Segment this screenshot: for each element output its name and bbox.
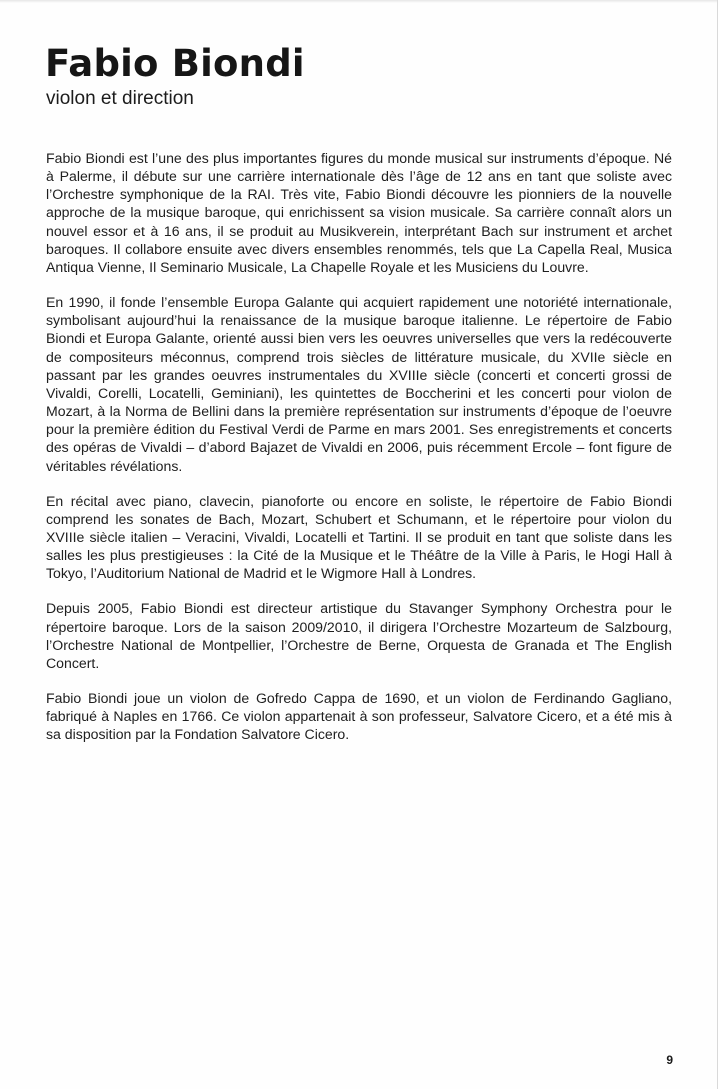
paragraph-europa-galante: En 1990, il fonde l’ensemble Europa Galante qui acquiert rapidement une notoriété internationale, symbolisant aujourd’hui la renaissance de la musique baroque italienne. Le répertoire de Fabio Biondi et Europa Galante, orienté aussi bien vers les oeuvres universelles que vers la redécouverte de compositeurs méconnus, comprend trois siècles de littérature musicale, du XVIIe siècle en passant par les grandes oeuvres instrumentales du XVIIIe siècle (concerti et concerti grossi de Vivaldi, Corelli, Locatelli, Geminiani), les quintettes de Boccherini et les concerti pour violon de Mozart, à la Norma de Bellini dans la première représentation sur instruments d’époque de l’oeuvre pour la première édition du Festival Verdi de Parme en mars 2001. Ses enregistrements et concerts des opéras de Vivaldi – d’abord Bajazet de Vivaldi en 2006, puis récemment Ercole – font figure de véritables révélations. — [46, 294, 672, 474]
page-number: 9 — [666, 1053, 673, 1067]
paragraph-artistic-direction: Depuis 2005, Fabio Biondi est directeur artistique du Stavanger Symphony Orchestra pour le répertoire baroque. Lors de la saison 2009/2010, il dirigera l’Orchestre Mozarteum de Salzbourg, l’Orchestre National de Montpellier, l’Orchestre de Berne, Orquesta de Granada et The English Concert. — [46, 600, 672, 671]
paragraph-instruments: Fabio Biondi joue un violon de Gofredo Cappa de 1690, et un violon de Ferdinando Gagliano, fabriqué à Naples en 1766. Ce violon appartenait à son professeur, Salvatore Cicero, et a été mis à sa disposition par la Fondation Salvatore Cicero. — [46, 690, 672, 743]
page-title: Fabio Biondi — [45, 42, 305, 85]
paragraph-career-beginnings: Fabio Biondi est l’une des plus importantes figures du monde musical sur instruments d’époque. Né à Palerme, il débute sur une carrière internationale dès l’âge de 12 ans en tant que soliste avec l’Orchestre symphonique de la RAI. Très vite, Fabio Biondi découvre les pionniers de la nouvelle approche de la musique baroque, qui enrichissent sa vision musicale. Sa carrière connaît alors un nouvel essor et à 16 ans, il se produit au Musikverein, interprétant Bach sur instrument et archet baroques. Il collabore ensuite avec divers ensembles renommés, tels que La Capella Real, Musica Antiqua Vienne, Il Seminario Musicale, La Chapelle Royale et les Musiciens du Louvre. — [46, 150, 672, 275]
paragraph-recitals: En récital avec piano, clavecin, pianoforte ou encore en soliste, le répertoire de Fabio Biondi comprend les sonates de Bach, Mozart, Schubert et Schumann, et le répertoire pour violon du XVIIIe siècle italien – Veracini, Vivaldi, Locatelli et Tartini. Il se produit en tant que soliste dans les salles les plus prestigieuses : la Cité de la Musique et le Théâtre de la Ville à Paris, le Hogi Hall à Tokyo, l’Auditorium National de Madrid et le Wigmore Hall à Londres. — [46, 492, 672, 582]
biography-body — [46, 149, 672, 744]
page-subtitle: violon et direction — [46, 88, 194, 109]
